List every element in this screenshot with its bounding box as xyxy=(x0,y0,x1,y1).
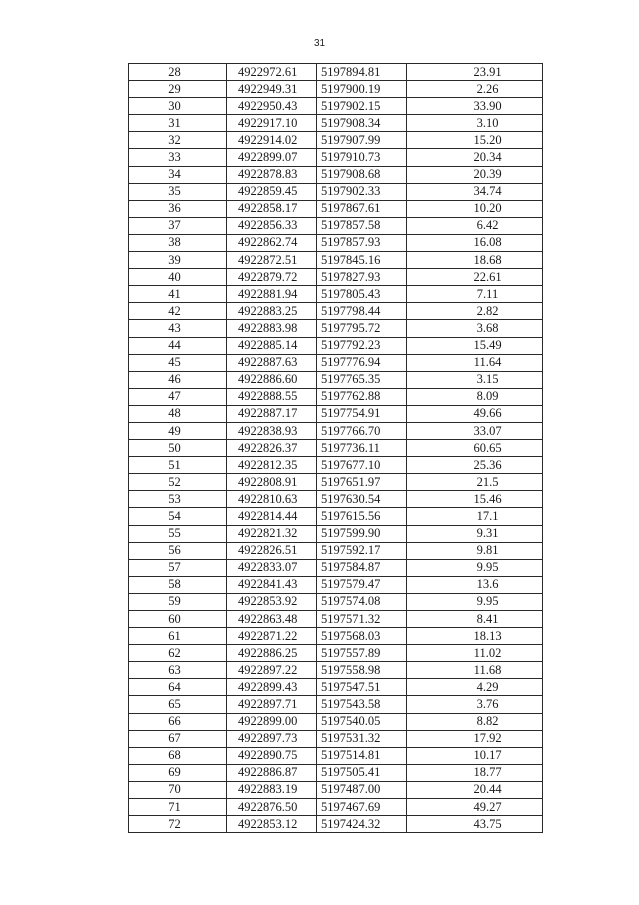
y-coordinate-cell: 5197867.61 xyxy=(317,200,407,217)
y-coordinate-cell: 5197630.54 xyxy=(317,491,407,508)
distance-cell: 22.61 xyxy=(407,269,543,286)
distance-cell: 60.65 xyxy=(407,440,543,457)
distance-cell: 13.6 xyxy=(407,576,543,593)
distance-cell: 9.81 xyxy=(407,542,543,559)
x-coordinate-cell: 4922878.83 xyxy=(227,166,317,183)
distance-cell: 2.82 xyxy=(407,303,543,320)
x-coordinate-cell: 4922856.33 xyxy=(227,217,317,234)
x-coordinate-cell: 4922914.02 xyxy=(227,132,317,149)
point-number-cell: 61 xyxy=(129,628,227,645)
x-coordinate-cell: 4922885.14 xyxy=(227,337,317,354)
y-coordinate-cell: 5197908.68 xyxy=(317,166,407,183)
table-row xyxy=(129,730,543,747)
y-coordinate-cell: 5197845.16 xyxy=(317,252,407,269)
distance-cell: 18.77 xyxy=(407,764,543,781)
table-row xyxy=(129,457,543,474)
x-coordinate-cell: 4922871.22 xyxy=(227,628,317,645)
distance-cell: 20.34 xyxy=(407,149,543,166)
table-row xyxy=(129,525,543,542)
table-row xyxy=(129,286,543,303)
table-row xyxy=(129,269,543,286)
point-number-cell: 60 xyxy=(129,611,227,628)
x-coordinate-cell: 4922876.50 xyxy=(227,799,317,816)
distance-cell: 18.68 xyxy=(407,252,543,269)
point-number-cell: 62 xyxy=(129,645,227,662)
y-coordinate-cell: 5197557.89 xyxy=(317,645,407,662)
table-row xyxy=(129,115,543,132)
distance-cell: 33.90 xyxy=(407,98,543,115)
distance-cell: 16.08 xyxy=(407,234,543,251)
distance-cell: 17.92 xyxy=(407,730,543,747)
x-coordinate-cell: 4922897.73 xyxy=(227,730,317,747)
table-row xyxy=(129,217,543,234)
point-number-cell: 38 xyxy=(129,234,227,251)
y-coordinate-cell: 5197514.81 xyxy=(317,747,407,764)
y-coordinate-cell: 5197908.34 xyxy=(317,115,407,132)
table-row xyxy=(129,662,543,679)
y-coordinate-cell: 5197736.11 xyxy=(317,440,407,457)
point-number-cell: 65 xyxy=(129,696,227,713)
point-number-cell: 50 xyxy=(129,440,227,457)
distance-cell: 3.15 xyxy=(407,371,543,388)
distance-cell: 4.29 xyxy=(407,679,543,696)
y-coordinate-cell: 5197579.47 xyxy=(317,576,407,593)
point-number-cell: 35 xyxy=(129,183,227,200)
distance-cell: 9.95 xyxy=(407,593,543,610)
x-coordinate-cell: 4922859.45 xyxy=(227,183,317,200)
y-coordinate-cell: 5197568.03 xyxy=(317,628,407,645)
distance-cell: 15.20 xyxy=(407,132,543,149)
y-coordinate-cell: 5197805.43 xyxy=(317,286,407,303)
table-row xyxy=(129,713,543,730)
x-coordinate-cell: 4922833.07 xyxy=(227,559,317,576)
table-row xyxy=(129,474,543,491)
x-coordinate-cell: 4922883.19 xyxy=(227,781,317,798)
table-row xyxy=(129,508,543,525)
x-coordinate-cell: 4922899.43 xyxy=(227,679,317,696)
point-number-cell: 53 xyxy=(129,491,227,508)
table-row xyxy=(129,354,543,371)
y-coordinate-cell: 5197574.08 xyxy=(317,593,407,610)
table-row xyxy=(129,611,543,628)
table-row xyxy=(129,764,543,781)
point-number-cell: 36 xyxy=(129,200,227,217)
table-row xyxy=(129,337,543,354)
x-coordinate-cell: 4922949.31 xyxy=(227,81,317,98)
distance-cell: 8.41 xyxy=(407,611,543,628)
y-coordinate-cell: 5197766.70 xyxy=(317,422,407,439)
x-coordinate-cell: 4922890.75 xyxy=(227,747,317,764)
y-coordinate-cell: 5197487.00 xyxy=(317,781,407,798)
point-number-cell: 28 xyxy=(129,64,227,81)
table-row xyxy=(129,183,543,200)
y-coordinate-cell: 5197754.91 xyxy=(317,405,407,422)
x-coordinate-cell: 4922887.17 xyxy=(227,405,317,422)
table-row xyxy=(129,628,543,645)
distance-cell: 11.64 xyxy=(407,354,543,371)
point-number-cell: 57 xyxy=(129,559,227,576)
table-row xyxy=(129,252,543,269)
table-row xyxy=(129,816,543,833)
x-coordinate-cell: 4922897.71 xyxy=(227,696,317,713)
x-coordinate-cell: 4922879.72 xyxy=(227,269,317,286)
distance-cell: 11.68 xyxy=(407,662,543,679)
distance-cell: 9.31 xyxy=(407,525,543,542)
table-row xyxy=(129,371,543,388)
point-number-cell: 52 xyxy=(129,474,227,491)
point-number-cell: 55 xyxy=(129,525,227,542)
y-coordinate-cell: 5197584.87 xyxy=(317,559,407,576)
point-number-cell: 64 xyxy=(129,679,227,696)
x-coordinate-cell: 4922886.87 xyxy=(227,764,317,781)
point-number-cell: 68 xyxy=(129,747,227,764)
x-coordinate-cell: 4922826.51 xyxy=(227,542,317,559)
x-coordinate-cell: 4922899.07 xyxy=(227,149,317,166)
table-row xyxy=(129,388,543,405)
distance-cell: 8.82 xyxy=(407,713,543,730)
y-coordinate-cell: 5197531.32 xyxy=(317,730,407,747)
y-coordinate-cell: 5197902.33 xyxy=(317,183,407,200)
x-coordinate-cell: 4922838.93 xyxy=(227,422,317,439)
table-row xyxy=(129,440,543,457)
distance-cell: 3.10 xyxy=(407,115,543,132)
y-coordinate-cell: 5197765.35 xyxy=(317,371,407,388)
table-row xyxy=(129,98,543,115)
point-number-cell: 67 xyxy=(129,730,227,747)
distance-cell: 10.20 xyxy=(407,200,543,217)
point-number-cell: 34 xyxy=(129,166,227,183)
table-row xyxy=(129,747,543,764)
table-row xyxy=(129,696,543,713)
point-number-cell: 69 xyxy=(129,764,227,781)
point-number-cell: 37 xyxy=(129,217,227,234)
y-coordinate-cell: 5197857.93 xyxy=(317,234,407,251)
table-row xyxy=(129,234,543,251)
distance-cell: 2.26 xyxy=(407,81,543,98)
point-number-cell: 40 xyxy=(129,269,227,286)
distance-cell: 20.39 xyxy=(407,166,543,183)
distance-cell: 3.68 xyxy=(407,320,543,337)
y-coordinate-cell: 5197571.32 xyxy=(317,611,407,628)
point-number-cell: 47 xyxy=(129,388,227,405)
x-coordinate-cell: 4922812.35 xyxy=(227,457,317,474)
y-coordinate-cell: 5197547.51 xyxy=(317,679,407,696)
distance-cell: 7.11 xyxy=(407,286,543,303)
x-coordinate-cell: 4922972.61 xyxy=(227,64,317,81)
point-number-cell: 29 xyxy=(129,81,227,98)
x-coordinate-cell: 4922897.22 xyxy=(227,662,317,679)
y-coordinate-cell: 5197543.58 xyxy=(317,696,407,713)
x-coordinate-cell: 4922841.43 xyxy=(227,576,317,593)
distance-cell: 49.27 xyxy=(407,799,543,816)
point-number-cell: 41 xyxy=(129,286,227,303)
x-coordinate-cell: 4922863.48 xyxy=(227,611,317,628)
table-row xyxy=(129,593,543,610)
y-coordinate-cell: 5197857.58 xyxy=(317,217,407,234)
point-number-cell: 33 xyxy=(129,149,227,166)
table-row xyxy=(129,320,543,337)
y-coordinate-cell: 5197505.41 xyxy=(317,764,407,781)
point-number-cell: 71 xyxy=(129,799,227,816)
x-coordinate-cell: 4922888.55 xyxy=(227,388,317,405)
distance-cell: 20.44 xyxy=(407,781,543,798)
point-number-cell: 58 xyxy=(129,576,227,593)
point-number-cell: 51 xyxy=(129,457,227,474)
y-coordinate-cell: 5197558.98 xyxy=(317,662,407,679)
distance-cell: 10.17 xyxy=(407,747,543,764)
y-coordinate-cell: 5197902.15 xyxy=(317,98,407,115)
point-number-cell: 46 xyxy=(129,371,227,388)
table-row xyxy=(129,576,543,593)
coordinate-table xyxy=(128,63,543,833)
y-coordinate-cell: 5197762.88 xyxy=(317,388,407,405)
table-row xyxy=(129,303,543,320)
table-row xyxy=(129,542,543,559)
x-coordinate-cell: 4922826.37 xyxy=(227,440,317,457)
x-coordinate-cell: 4922886.25 xyxy=(227,645,317,662)
x-coordinate-cell: 4922872.51 xyxy=(227,252,317,269)
distance-cell: 15.46 xyxy=(407,491,543,508)
x-coordinate-cell: 4922814.44 xyxy=(227,508,317,525)
x-coordinate-cell: 4922821.32 xyxy=(227,525,317,542)
x-coordinate-cell: 4922862.74 xyxy=(227,234,317,251)
y-coordinate-cell: 5197827.93 xyxy=(317,269,407,286)
x-coordinate-cell: 4922858.17 xyxy=(227,200,317,217)
x-coordinate-cell: 4922917.10 xyxy=(227,115,317,132)
distance-cell: 3.76 xyxy=(407,696,543,713)
table-row xyxy=(129,132,543,149)
table-row xyxy=(129,491,543,508)
distance-cell: 6.42 xyxy=(407,217,543,234)
y-coordinate-cell: 5197592.17 xyxy=(317,542,407,559)
point-number-cell: 72 xyxy=(129,816,227,833)
y-coordinate-cell: 5197795.72 xyxy=(317,320,407,337)
point-number-cell: 32 xyxy=(129,132,227,149)
distance-cell: 21.5 xyxy=(407,474,543,491)
distance-cell: 17.1 xyxy=(407,508,543,525)
x-coordinate-cell: 4922899.00 xyxy=(227,713,317,730)
distance-cell: 25.36 xyxy=(407,457,543,474)
x-coordinate-cell: 4922950.43 xyxy=(227,98,317,115)
table-row xyxy=(129,81,543,98)
y-coordinate-cell: 5197615.56 xyxy=(317,508,407,525)
y-coordinate-cell: 5197467.69 xyxy=(317,799,407,816)
coordinate-table-body xyxy=(129,64,543,833)
table-row xyxy=(129,422,543,439)
table-row xyxy=(129,679,543,696)
y-coordinate-cell: 5197798.44 xyxy=(317,303,407,320)
x-coordinate-cell: 4922887.63 xyxy=(227,354,317,371)
point-number-cell: 43 xyxy=(129,320,227,337)
x-coordinate-cell: 4922883.98 xyxy=(227,320,317,337)
page-number: 31 xyxy=(313,38,326,49)
point-number-cell: 45 xyxy=(129,354,227,371)
y-coordinate-cell: 5197907.99 xyxy=(317,132,407,149)
table-row xyxy=(129,200,543,217)
distance-cell: 9.95 xyxy=(407,559,543,576)
table-row xyxy=(129,149,543,166)
point-number-cell: 70 xyxy=(129,781,227,798)
distance-cell: 18.13 xyxy=(407,628,543,645)
distance-cell: 8.09 xyxy=(407,388,543,405)
point-number-cell: 30 xyxy=(129,98,227,115)
y-coordinate-cell: 5197540.05 xyxy=(317,713,407,730)
point-number-cell: 54 xyxy=(129,508,227,525)
y-coordinate-cell: 5197910.73 xyxy=(317,149,407,166)
table-row xyxy=(129,781,543,798)
distance-cell: 49.66 xyxy=(407,405,543,422)
point-number-cell: 59 xyxy=(129,593,227,610)
point-number-cell: 31 xyxy=(129,115,227,132)
point-number-cell: 66 xyxy=(129,713,227,730)
distance-cell: 34.74 xyxy=(407,183,543,200)
point-number-cell: 56 xyxy=(129,542,227,559)
y-coordinate-cell: 5197599.90 xyxy=(317,525,407,542)
table-row xyxy=(129,64,543,81)
y-coordinate-cell: 5197677.10 xyxy=(317,457,407,474)
y-coordinate-cell: 5197792.23 xyxy=(317,337,407,354)
x-coordinate-cell: 4922853.92 xyxy=(227,593,317,610)
table-row xyxy=(129,559,543,576)
x-coordinate-cell: 4922810.63 xyxy=(227,491,317,508)
y-coordinate-cell: 5197776.94 xyxy=(317,354,407,371)
point-number-cell: 39 xyxy=(129,252,227,269)
x-coordinate-cell: 4922883.25 xyxy=(227,303,317,320)
point-number-cell: 44 xyxy=(129,337,227,354)
x-coordinate-cell: 4922886.60 xyxy=(227,371,317,388)
distance-cell: 33.07 xyxy=(407,422,543,439)
x-coordinate-cell: 4922808.91 xyxy=(227,474,317,491)
table-row xyxy=(129,405,543,422)
point-number-cell: 63 xyxy=(129,662,227,679)
x-coordinate-cell: 4922853.12 xyxy=(227,816,317,833)
y-coordinate-cell: 5197900.19 xyxy=(317,81,407,98)
distance-cell: 11.02 xyxy=(407,645,543,662)
point-number-cell: 42 xyxy=(129,303,227,320)
table-row xyxy=(129,645,543,662)
y-coordinate-cell: 5197651.97 xyxy=(317,474,407,491)
point-number-cell: 49 xyxy=(129,422,227,439)
table-row xyxy=(129,166,543,183)
y-coordinate-cell: 5197894.81 xyxy=(317,64,407,81)
distance-cell: 15.49 xyxy=(407,337,543,354)
point-number-cell: 48 xyxy=(129,405,227,422)
distance-cell: 43.75 xyxy=(407,816,543,833)
y-coordinate-cell: 5197424.32 xyxy=(317,816,407,833)
x-coordinate-cell: 4922881.94 xyxy=(227,286,317,303)
table-row xyxy=(129,799,543,816)
distance-cell: 23.91 xyxy=(407,64,543,81)
